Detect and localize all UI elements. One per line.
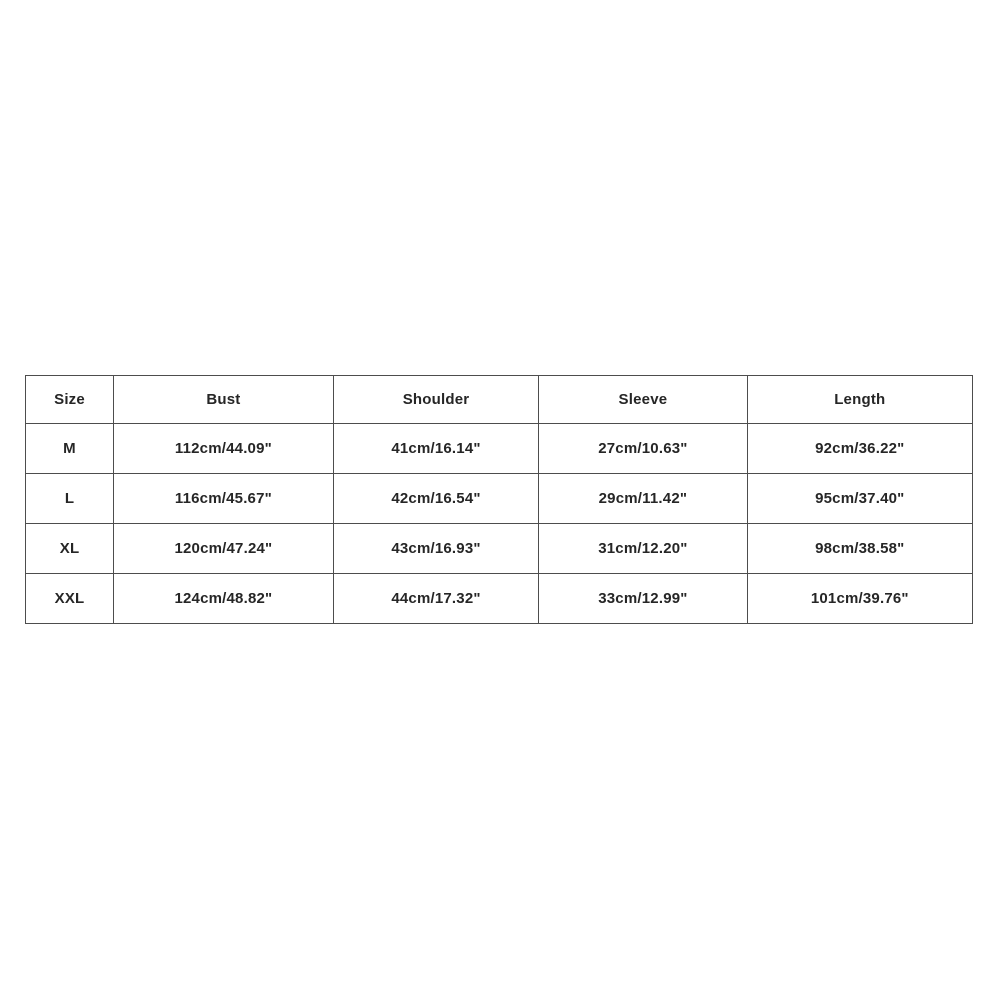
size-chart-header-row — [26, 376, 973, 424]
header-cell-bust: Bust — [114, 376, 334, 424]
cell-sleeve: 29cm/11.42" — [539, 474, 747, 524]
cell-size: M — [26, 424, 114, 474]
cell-sleeve: 31cm/12.20" — [539, 524, 747, 574]
table-row-l — [26, 474, 973, 524]
size-chart-container — [25, 375, 973, 624]
table-row-xxl — [26, 574, 973, 624]
size-chart-table — [25, 375, 973, 624]
table-row-m — [26, 424, 973, 474]
header-cell-shoulder: Shoulder — [333, 376, 538, 424]
cell-size: XXL — [26, 574, 114, 624]
cell-length: 101cm/39.76" — [747, 574, 972, 624]
cell-bust: 112cm/44.09" — [114, 424, 334, 474]
table-row-xl — [26, 524, 973, 574]
cell-bust: 124cm/48.82" — [114, 574, 334, 624]
header-cell-sleeve: Sleeve — [539, 376, 747, 424]
cell-sleeve: 33cm/12.99" — [539, 574, 747, 624]
cell-shoulder: 43cm/16.93" — [333, 524, 538, 574]
cell-length: 92cm/36.22" — [747, 424, 972, 474]
cell-shoulder: 42cm/16.54" — [333, 474, 538, 524]
header-cell-size: Size — [26, 376, 114, 424]
cell-shoulder: 44cm/17.32" — [333, 574, 538, 624]
cell-length: 98cm/38.58" — [747, 524, 972, 574]
cell-size: L — [26, 474, 114, 524]
cell-sleeve: 27cm/10.63" — [539, 424, 747, 474]
cell-size: XL — [26, 524, 114, 574]
header-cell-length: Length — [747, 376, 972, 424]
cell-bust: 116cm/45.67" — [114, 474, 334, 524]
cell-shoulder: 41cm/16.14" — [333, 424, 538, 474]
cell-bust: 120cm/47.24" — [114, 524, 334, 574]
cell-length: 95cm/37.40" — [747, 474, 972, 524]
